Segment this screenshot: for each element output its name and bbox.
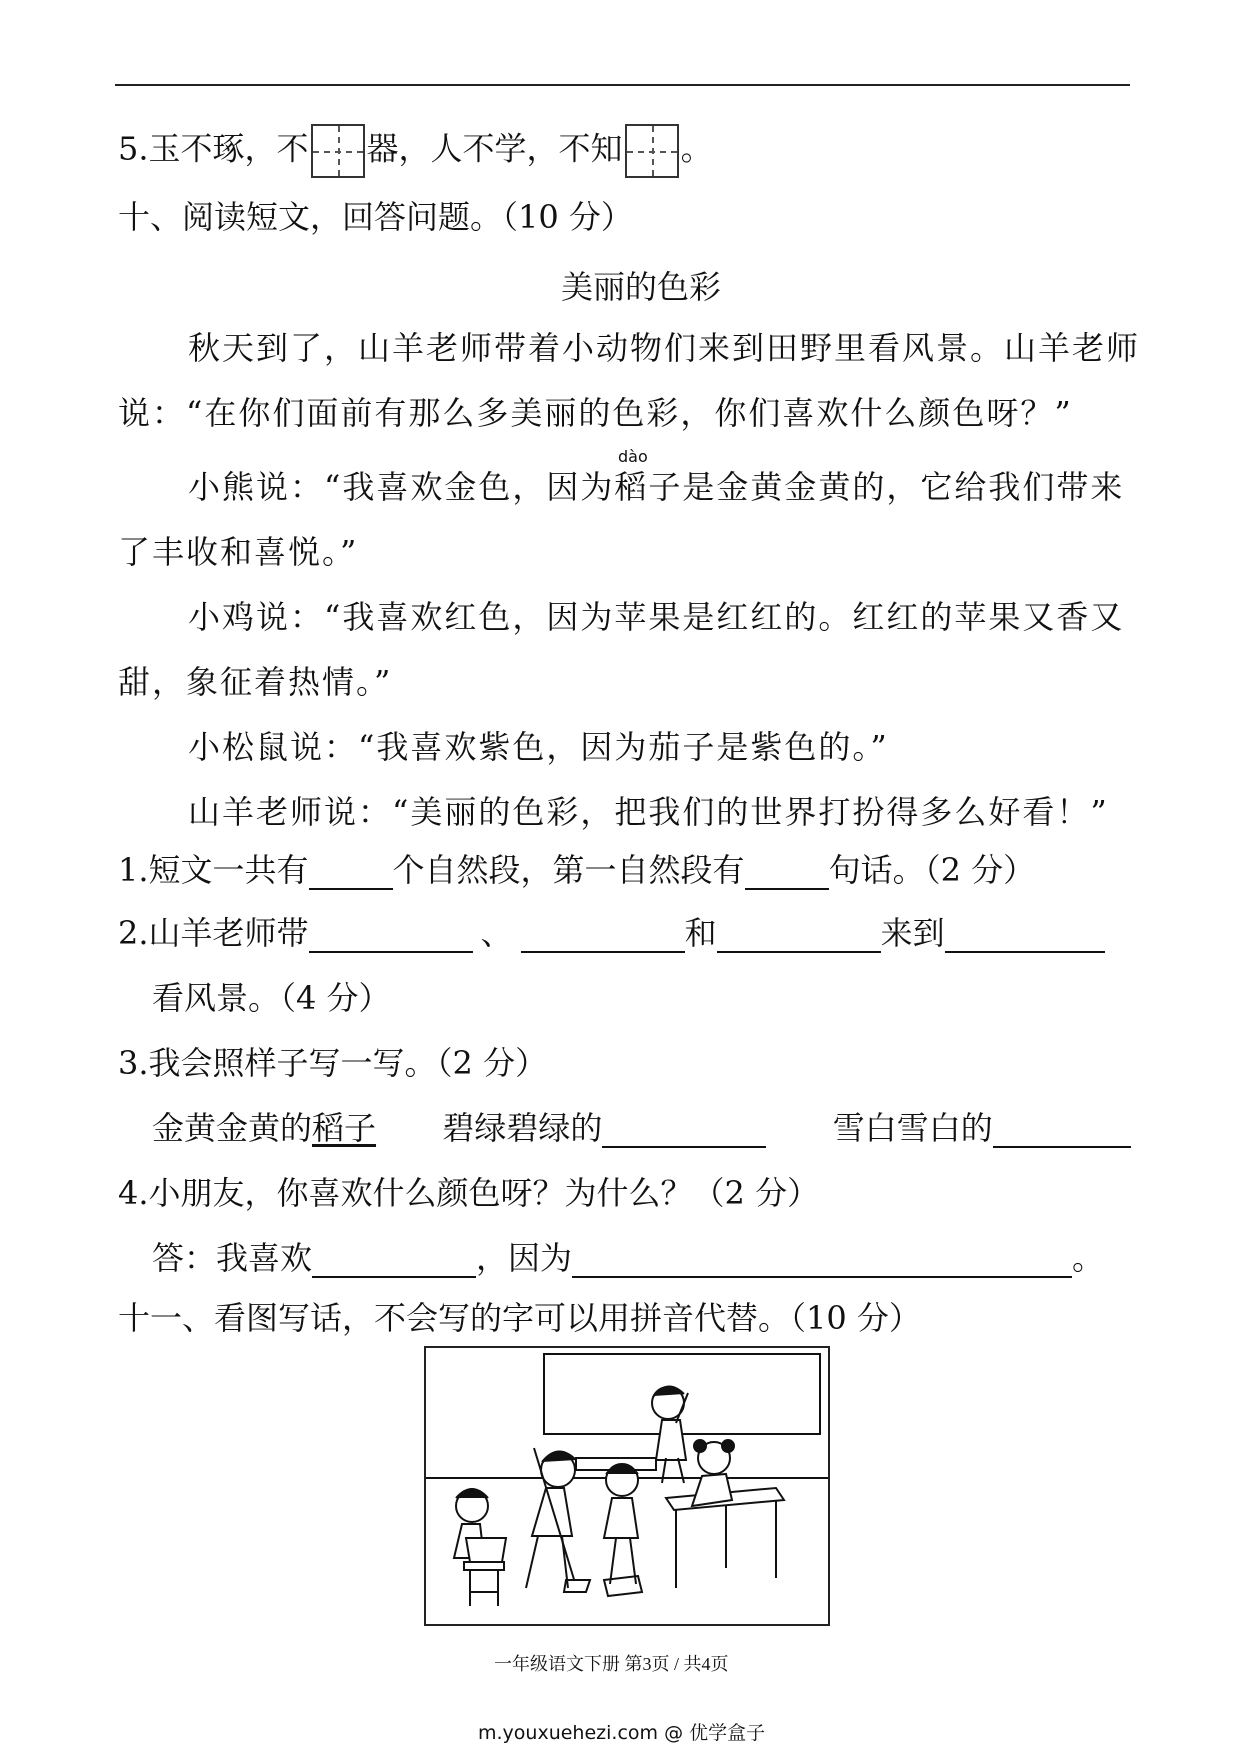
- answer-blank[interactable]: [993, 1110, 1131, 1148]
- section-11-heading: 十一、看图写话，不会写的字可以用拼音代替。（10 分）: [118, 1299, 921, 1337]
- q5-text-b: 器，人不学，不知: [366, 129, 623, 168]
- para2-line2: 了丰收和喜悦。”: [118, 533, 359, 571]
- q1-text-b: 个自然段，第一自然段有: [392, 851, 745, 889]
- answer-blank[interactable]: [717, 915, 881, 953]
- passage-title: 美丽的色彩: [561, 268, 722, 306]
- q5-text-c: 。: [680, 129, 713, 168]
- question-4-answer: [152, 1238, 1104, 1278]
- site-watermark: m.youxuehezi.com @ 优学盒子: [478, 1722, 766, 1744]
- question-2-cont: 看风景。（4 分）: [152, 979, 391, 1017]
- q2-text-a: 2.山羊老师带: [118, 914, 309, 952]
- answer-blank[interactable]: [309, 915, 473, 953]
- para3-line2: 甜，象征着热情。”: [118, 663, 393, 701]
- question-4-heading: 4.小朋友，你喜欢什么颜色呀？为什么？（2 分）: [118, 1174, 820, 1212]
- para3-line1: 小鸡说：“我喜欢红色，因为苹果是红红的。红红的苹果又香又: [188, 598, 1125, 636]
- q2-text-b: 、: [480, 914, 513, 952]
- q4-text-b: ，因为: [476, 1239, 573, 1277]
- answer-blank[interactable]: [312, 1240, 476, 1278]
- q2-text-c: 和: [684, 914, 717, 952]
- q1-text-a: 1.短文一共有: [118, 851, 309, 889]
- question-3-items: [152, 1108, 1131, 1148]
- answer-blank[interactable]: [745, 852, 829, 890]
- q1-text-c: 句话。（2 分）: [828, 851, 1036, 889]
- q4-text-c: 。: [1072, 1239, 1105, 1277]
- classroom-cleaning-illustration: [424, 1346, 830, 1626]
- para2-line1: 小熊说：“我喜欢金色，因为稻子是金黄金黄的，它给我们带来: [188, 468, 1125, 506]
- tian-grid-box[interactable]: [311, 124, 365, 178]
- q5-text-a: 5.玉不琢，不: [118, 129, 309, 168]
- question-2: [118, 913, 1105, 953]
- page-number-info: 一年级语文下册 第3页 / 共4页: [494, 1654, 729, 1674]
- answer-blank[interactable]: [521, 915, 685, 953]
- top-rule: [115, 84, 1130, 86]
- q3-item-3: 雪白雪白的: [832, 1109, 993, 1147]
- para4: 小松鼠说：“我喜欢紫色，因为茄子是紫色的。”: [188, 728, 889, 766]
- pinyin-annotation: dào: [618, 447, 648, 466]
- para5: 山羊老师说：“美丽的色彩，把我们的世界打扮得多么好看！”: [188, 793, 1109, 831]
- q3-example-prefix: 金黄金黄的: [152, 1109, 313, 1147]
- q2-text-d: 来到: [880, 914, 945, 952]
- answer-blank[interactable]: [572, 1240, 1072, 1278]
- para1-line2: 说：“在你们面前有那么多美丽的色彩，你们喜欢什么颜色呀？”: [118, 394, 1073, 432]
- q3-item-2: 碧绿碧绿的: [442, 1109, 603, 1147]
- question-3-heading: 3.我会照样子写一写。（2 分）: [118, 1044, 548, 1082]
- section-10-heading: 十、阅读短文，回答问题。（10 分）: [118, 198, 633, 236]
- tian-grid-box[interactable]: [625, 124, 679, 178]
- q3-example-word: 稻子: [312, 1109, 377, 1147]
- answer-blank[interactable]: [602, 1110, 766, 1148]
- q4-text-a: 答：我喜欢: [152, 1239, 313, 1277]
- para1-line1: 秋天到了，山羊老师带着小动物们来到田野里看风景。山羊老师: [188, 329, 1141, 367]
- question-5: [118, 124, 713, 178]
- question-1: [118, 850, 1035, 890]
- answer-blank[interactable]: [309, 852, 393, 890]
- answer-blank[interactable]: [945, 915, 1105, 953]
